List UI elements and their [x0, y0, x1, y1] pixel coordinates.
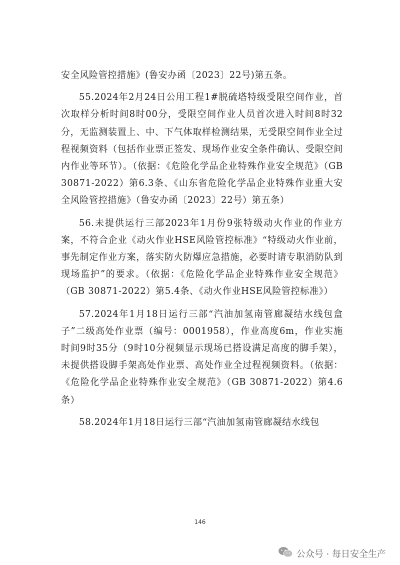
paragraph-57: 57.2024年1月18日运行三部“汽油加氢南管廊凝结水线包盒子”二级高处作业票（编号：0001958），作业高度6m，作业实施时间9时35分（9时10分视频显示现场已搭设满足高度的脚手架），未提供搭设脚手架高处作业票、高处作业全过程视频资料。（依据：《危险化学品企业特殊作业安全规范》（GB 30871-2022）第4.6条）: [61, 309, 343, 406]
paragraph-56: 56.未提供运行三部2023年1月份9张特级动火作业的作业方案，不符合企业《动火作业HSE风险管控标准》“特级动火作业前，事先制定作业方案，落实防火防爆应急措施，必要时请专职消防队到现场监护”的要求。（依据：《危险化学品企业特殊作业安全规范》（GB 30871-2022）第5.4条、《动火作业HSE风险管控标准》）: [61, 218, 343, 298]
watermark-text: 公众号 · 每日安全生产: [296, 550, 386, 560]
wechat-watermark: [278, 546, 386, 561]
paragraph-54-tail: 安全风险管控措施》(鲁安办函〔2023〕22号)第五条。: [61, 71, 293, 81]
paragraph-55: 55.2024年2月24日公用工程1#脱硫塔特级受限空间作业，首次取样分析时间8时00分，受限空间作业人员首次进入时间8时32分，无监测装置上、中、下气体取样检测结果，无受限空间作业全过程视频资料（包括作业票正签发、现场作业安全条件确认、受限空间内作业等环节）。（依据：《危险化学品企业特殊作业安全规范》（GB 30871-2022）第6.3条、《山东省危险化学品企业特殊作业重大安全风险管控措施》（鲁安办函〔2023〕22号）第五条）: [61, 93, 343, 207]
wechat-icon: [278, 546, 293, 561]
paragraph-58: 58.2024年1月18日运行三部“汽油加氢南管廊凝结水线包: [79, 417, 320, 428]
page-number: 146: [194, 519, 206, 526]
document-body: [61, 68, 343, 432]
